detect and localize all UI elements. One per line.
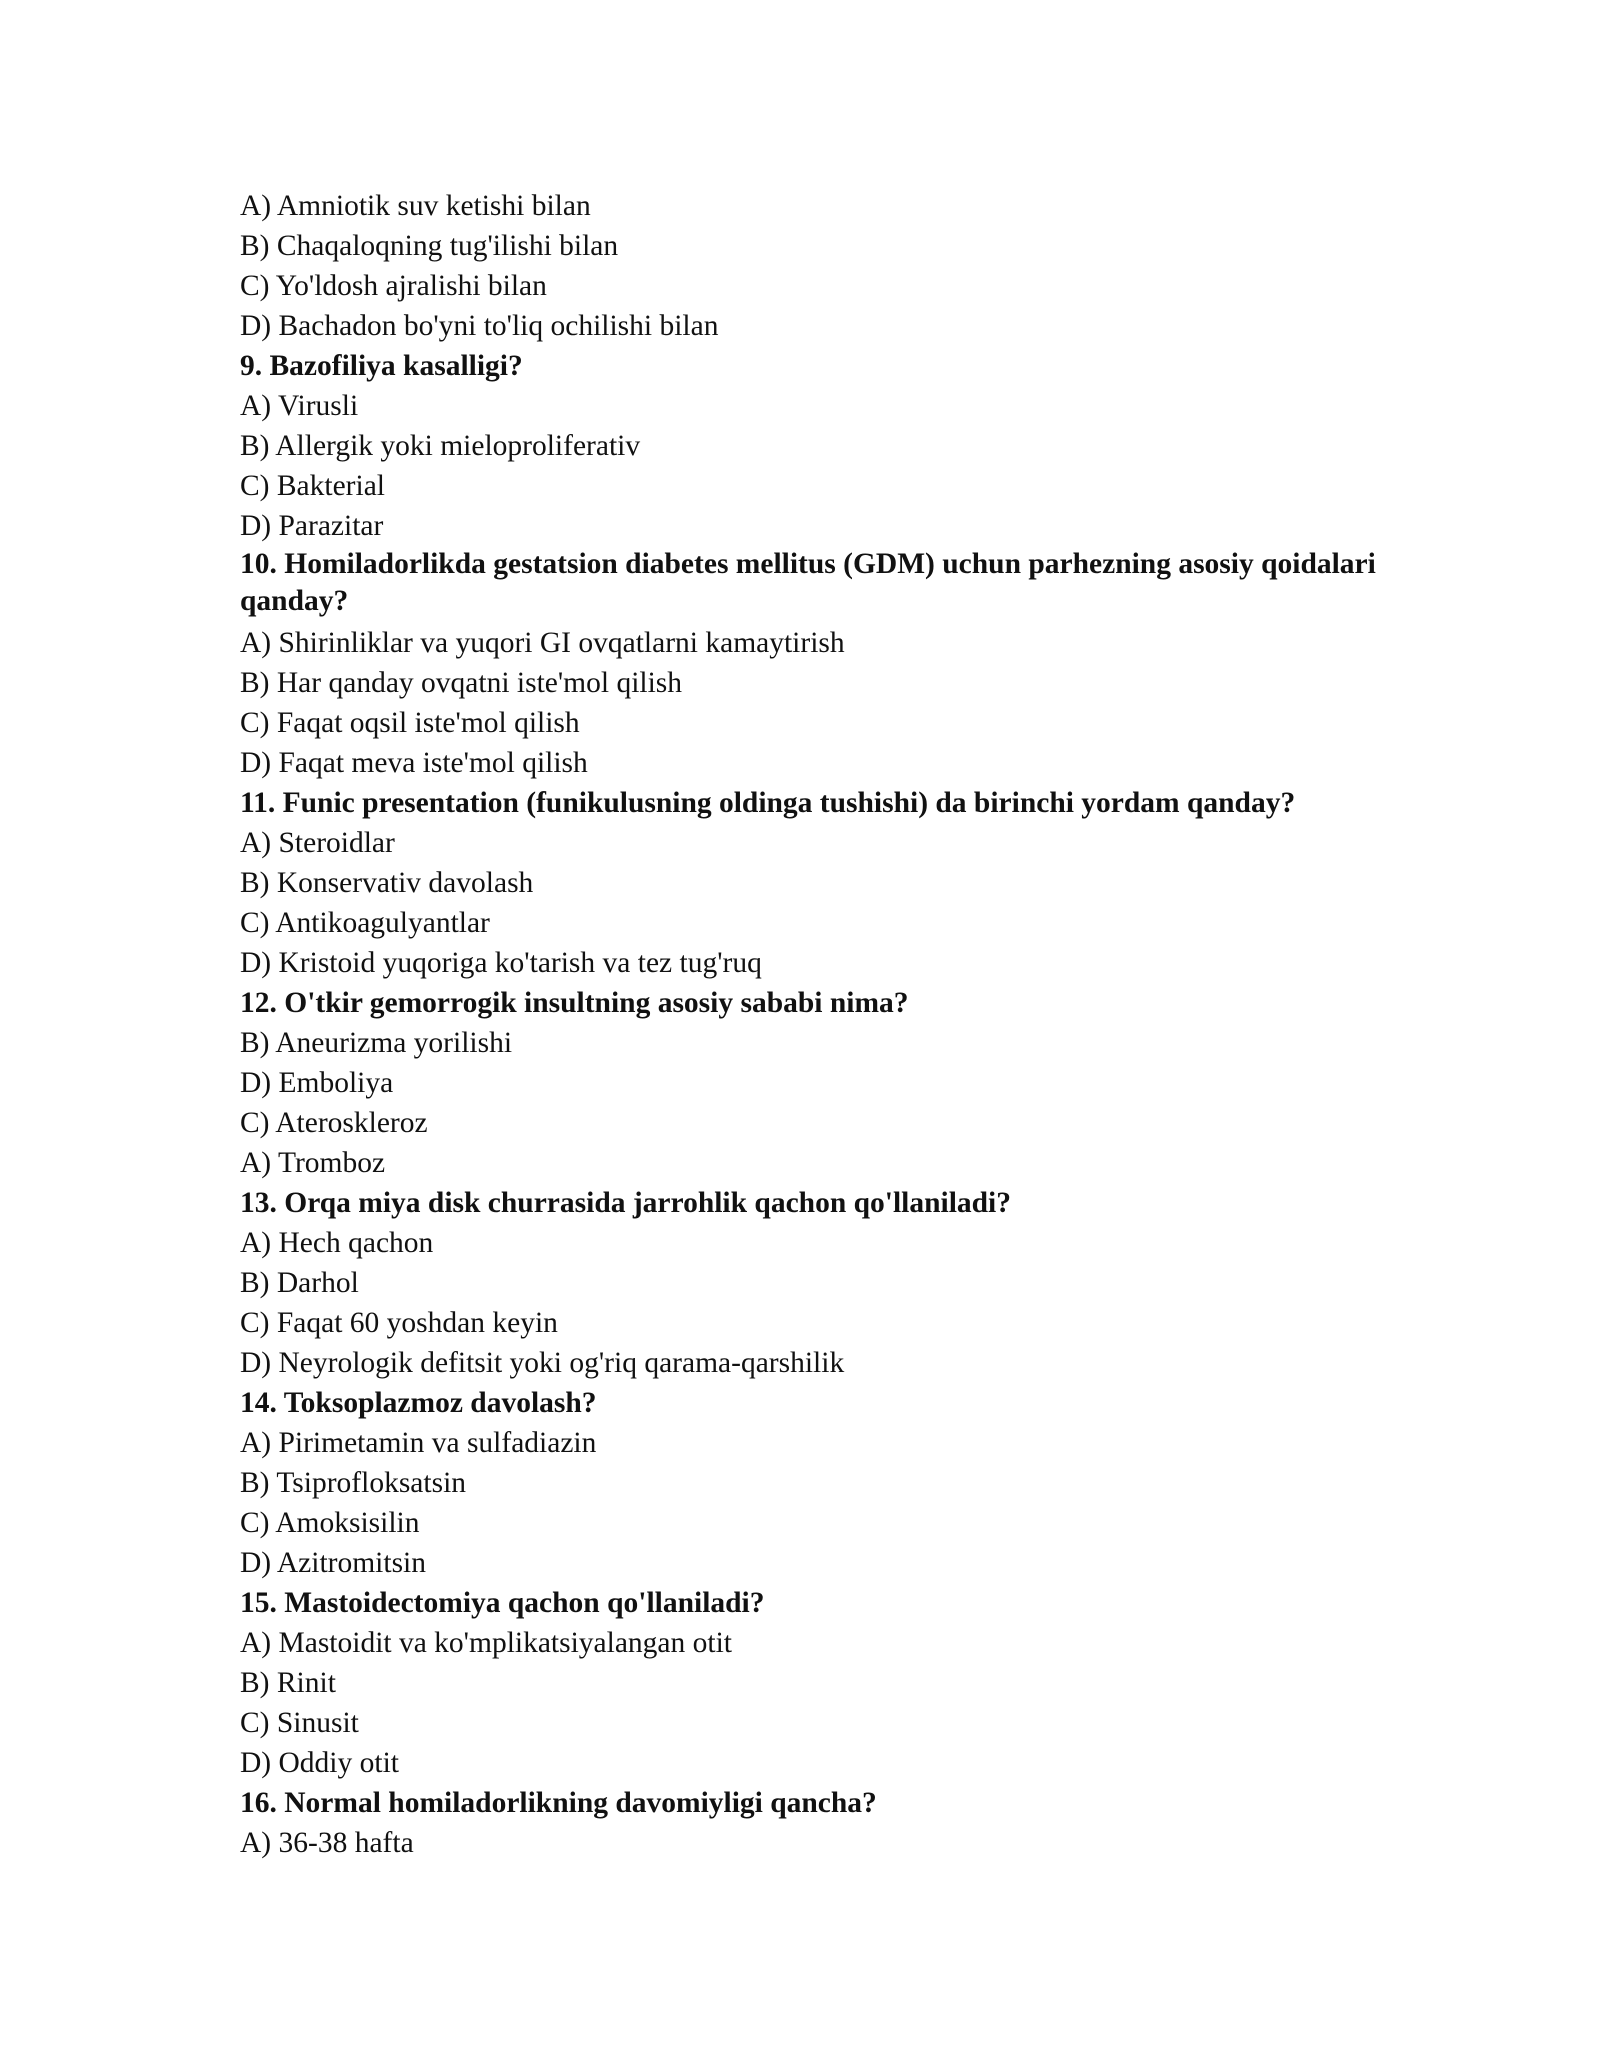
question-title: 15. Mastoidectomiya qachon qo'llaniladi? [240, 1587, 765, 1619]
answer-option: B) Aneurizma yorilishi [240, 1027, 513, 1059]
question-title: 14. Toksoplazmoz davolash? [240, 1387, 597, 1419]
question-title: 9. Bazofiliya kasalligi? [240, 350, 523, 382]
answer-option: D) Kristoid yuqoriga ko'tarish va tez tug'ruq [240, 947, 762, 979]
answer-option: A) Shirinliklar va yuqori GI ovqatlarni kamaytirish [240, 627, 845, 659]
answer-option: A) Tromboz [240, 1147, 386, 1179]
answer-option: B) Konservativ davolash [240, 867, 534, 899]
answer-option: C) Ateroskleroz [240, 1107, 428, 1139]
answer-option: C) Antikoagulyantlar [240, 907, 490, 939]
answer-option: A) Amniotik suv ketishi bilan [240, 190, 591, 222]
answer-option: B) Tsiprofloksatsin [240, 1467, 467, 1499]
answer-option: C) Bakterial [240, 470, 385, 502]
answer-option: D) Parazitar [240, 510, 384, 542]
question-title: 11. Funic presentation (funikulusning oldinga tushishi) da birinchi yordam qanday? [240, 787, 1296, 819]
answer-option: A) 36-38 hafta [240, 1827, 414, 1859]
question-title: 10. Homiladorlikda gestatsion diabetes mellitus (GDM) uchun parhezning asosiy qoidalari qanday? [240, 548, 1376, 617]
answer-option: B) Darhol [240, 1267, 359, 1299]
answer-option: A) Steroidlar [240, 827, 395, 859]
question-11 [240, 783, 1390, 983]
answer-option: B) Har qanday ovqatni iste'mol qilish [240, 667, 683, 699]
answer-option: A) Mastoidit va ko'mplikatsiyalangan otit [240, 1627, 732, 1659]
answer-option: D) Bachadon bo'yni to'liq ochilishi bilan [240, 310, 719, 342]
answer-option: A) Hech qachon [240, 1227, 434, 1259]
answer-option: C) Faqat oqsil iste'mol qilish [240, 707, 580, 739]
document-page [240, 186, 1390, 1863]
question-16 [240, 1783, 1390, 1863]
answer-option: A) Virusli [240, 390, 359, 422]
answer-option: D) Faqat meva iste'mol qilish [240, 747, 588, 779]
question-title: 12. O'tkir gemorrogik insultning asosiy sababi nima? [240, 987, 909, 1019]
intro-options [240, 186, 1390, 346]
question-13 [240, 1183, 1390, 1383]
question-9 [240, 346, 1390, 546]
answer-option: D) Neyrologik defitsit yoki og'riq qarama-qarshilik [240, 1347, 845, 1379]
answer-option: B) Allergik yoki mieloproliferativ [240, 430, 641, 462]
answer-option: D) Azitromitsin [240, 1547, 427, 1579]
answer-option: C) Sinusit [240, 1707, 359, 1739]
answer-option: B) Chaqaloqning tug'ilishi bilan [240, 230, 619, 262]
answer-option: C) Amoksisilin [240, 1507, 420, 1539]
answer-option: B) Rinit [240, 1667, 336, 1699]
question-title: 16. Normal homiladorlikning davomiyligi qancha? [240, 1787, 877, 1819]
question-title: 13. Orqa miya disk churrasida jarrohlik qachon qo'llaniladi? [240, 1187, 1011, 1219]
question-14 [240, 1383, 1390, 1583]
answer-option: D) Emboliya [240, 1067, 394, 1099]
answer-option: D) Oddiy otit [240, 1747, 399, 1779]
question-10 [240, 546, 1390, 783]
question-12 [240, 983, 1390, 1183]
answer-option: A) Pirimetamin va sulfadiazin [240, 1427, 597, 1459]
answer-option: C) Yo'ldosh ajralishi bilan [240, 270, 547, 302]
question-15 [240, 1583, 1390, 1783]
answer-option: C) Faqat 60 yoshdan keyin [240, 1307, 558, 1339]
